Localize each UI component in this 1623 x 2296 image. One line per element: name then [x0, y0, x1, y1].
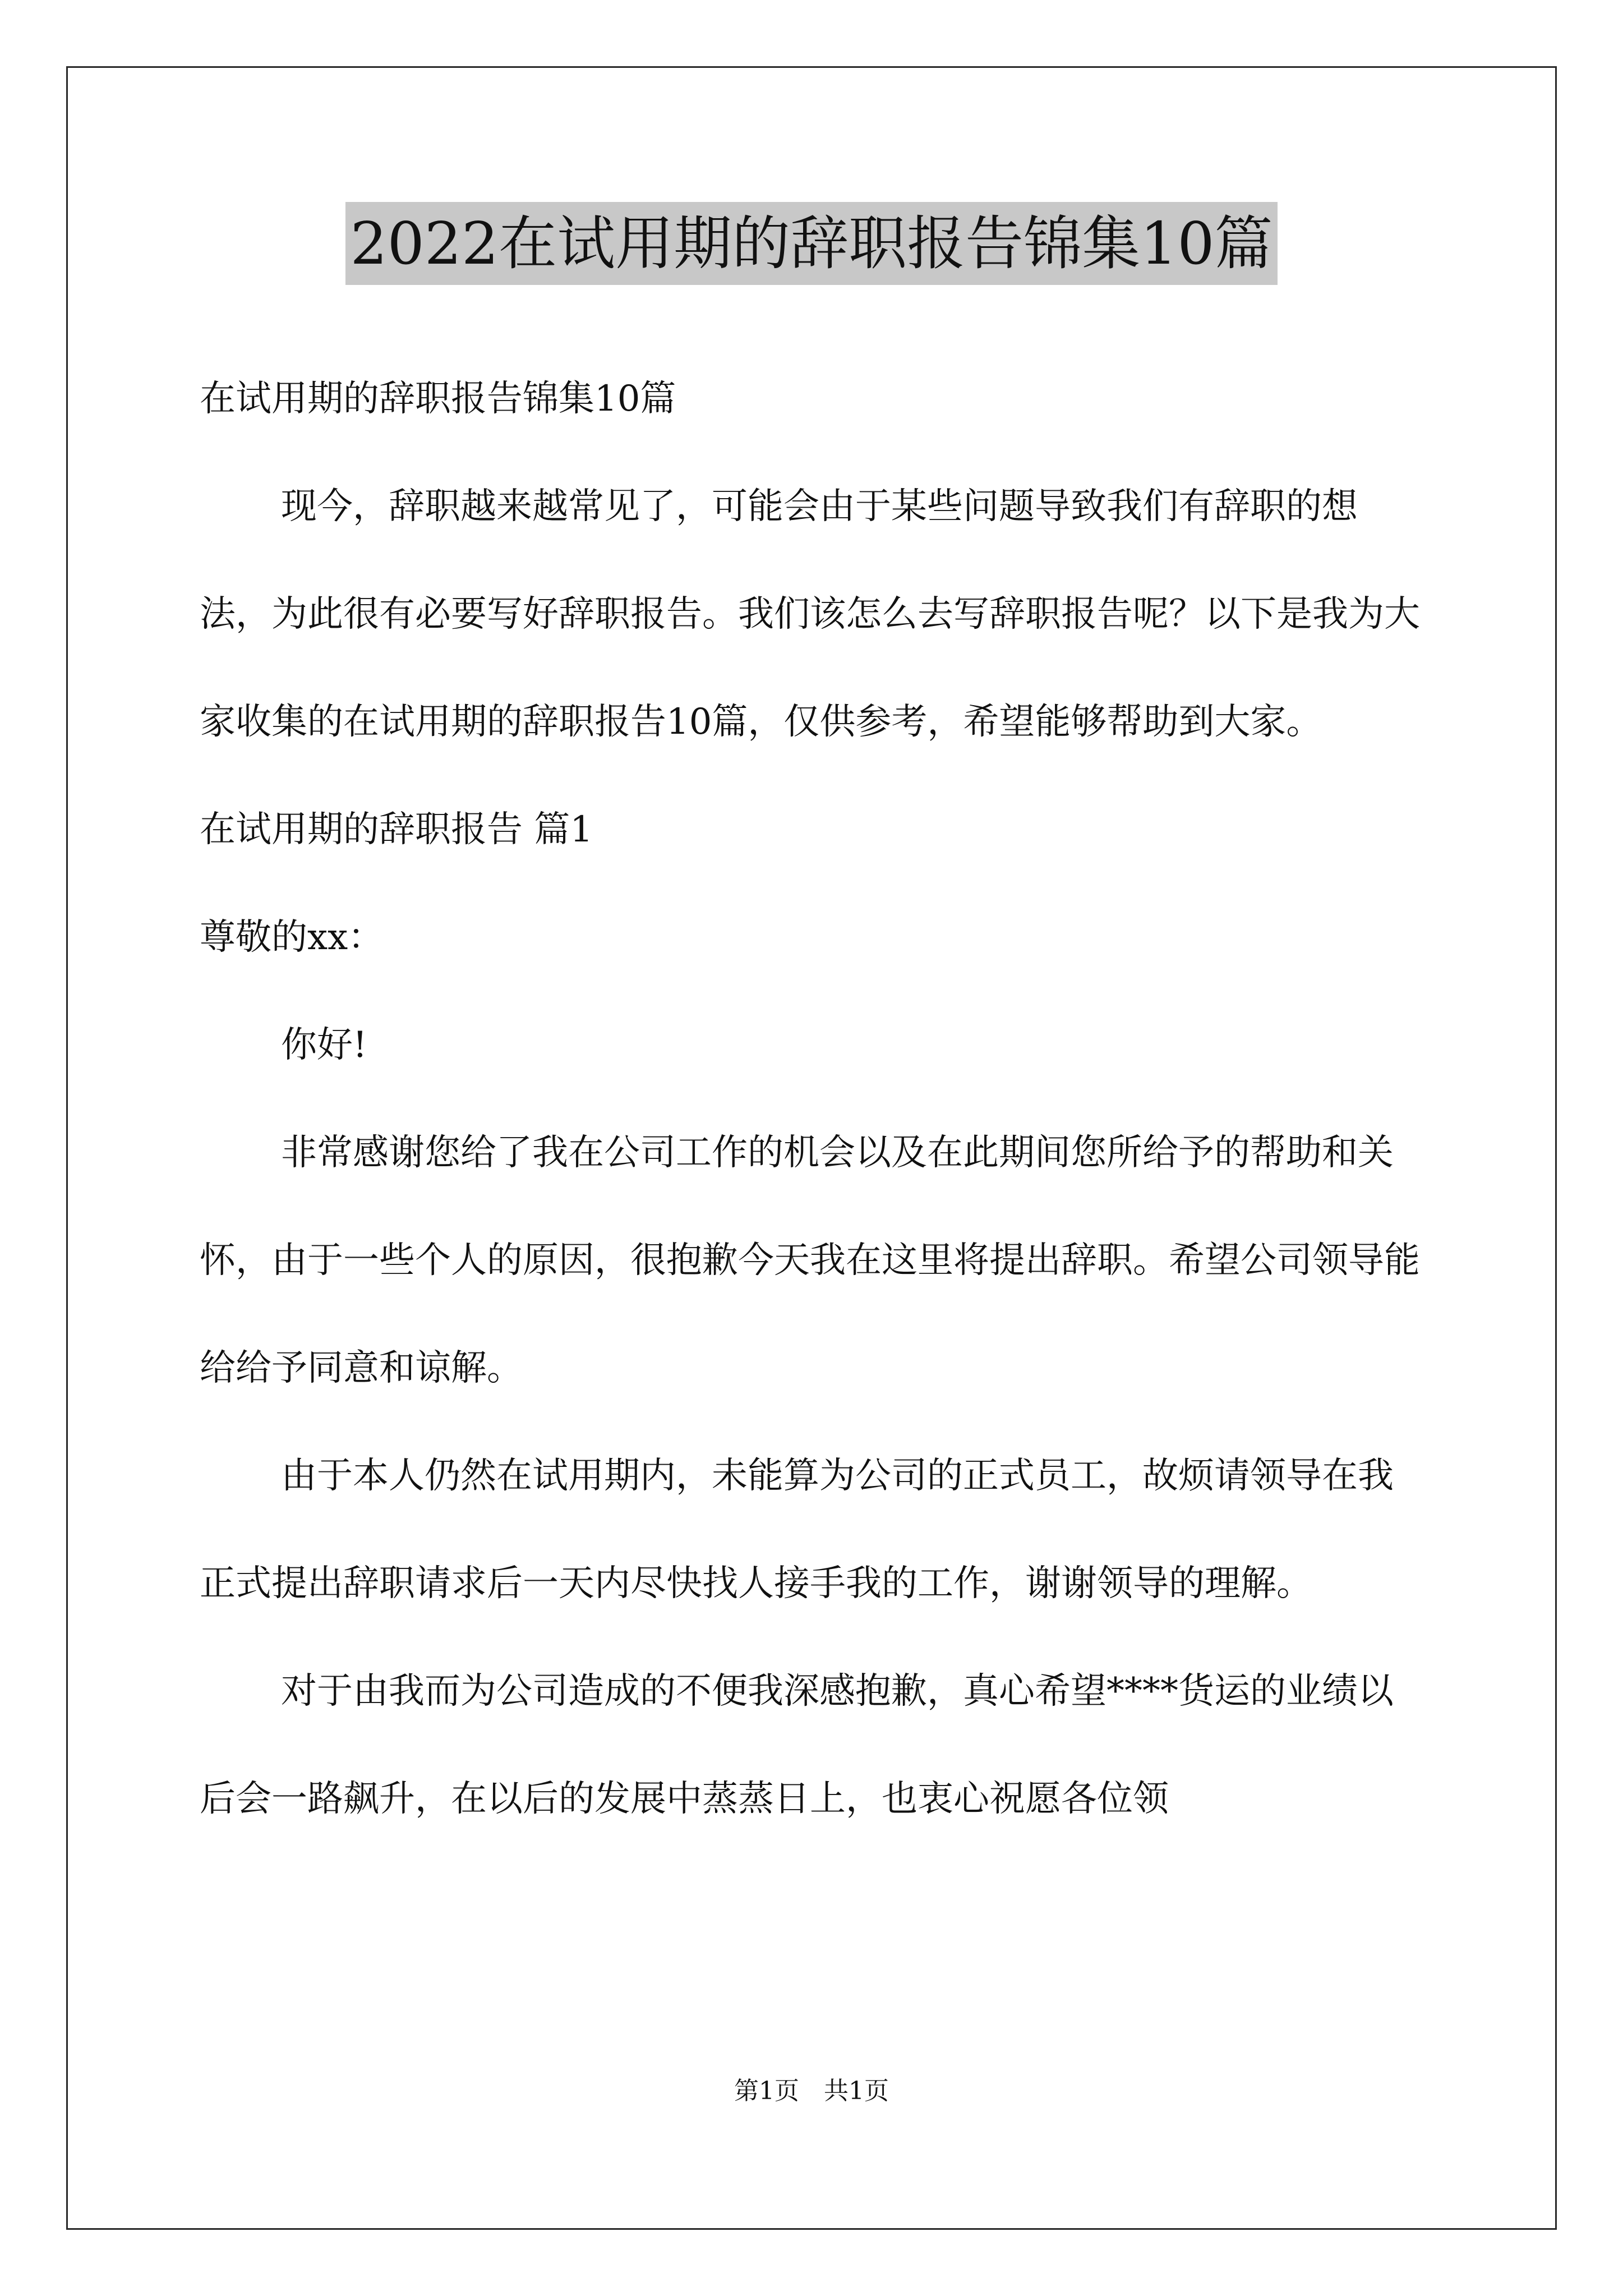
salutation: 尊敬的xx： [200, 917, 384, 958]
body-paragraph: 非常感谢您给了我在公司工作的机会以及在此期间您所给予的帮助和关怀，由于一些个人的原因，很抱歉今天我在这里将提出辞职。希望公司领导能给给予同意和谅解。 [200, 1132, 1420, 1389]
greeting: 你好! [281, 1024, 367, 1066]
document-title-block [0, 202, 1623, 285]
page-footer: 第1页 共1页 [734, 2077, 889, 2105]
body-paragraph: 由于本人仍然在试用期内，未能算为公司的正式员工，故烦请领导在我正式提出辞职请求后一天内尽快找人接手我的工作，谢谢领导的理解。 [200, 1455, 1394, 1604]
body-paragraph: 对于由我而为公司造成的不便我深感抱歉，真心希望****货运的业绩以后会一路飙升，在以后的发展中蒸蒸日上，也衷心祝愿各位领 [200, 1671, 1394, 1820]
document-body [200, 345, 1428, 1853]
document-title: 2022在试用期的辞职报告锦集10篇 [345, 202, 1277, 285]
subtitle-line: 在试用期的辞职报告锦集10篇 [200, 378, 676, 420]
intro-paragraph: 现今，辞职越来越常见了，可能会由于某些问题导致我们有辞职的想法，为此很有必要写好辞职报告。我们该怎么去写辞职报告呢？以下是我为大家收集的在试用期的辞职报告10篇，仅供参考，希望能够帮助到大家。 [200, 486, 1420, 743]
section-heading: 在试用期的辞职报告 篇1 [200, 809, 593, 850]
